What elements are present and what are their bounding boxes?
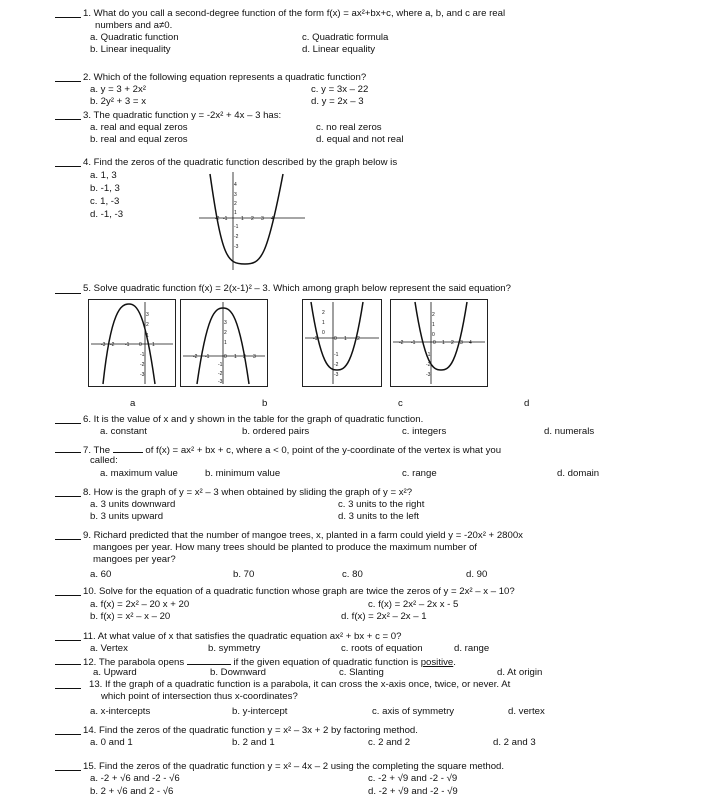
- question-4-stem: 4. Find the zeros of the quadratic function described by the graph below is: [83, 157, 398, 168]
- q5c-y-tick: -3: [334, 372, 339, 378]
- q4-x-tick: -1: [223, 216, 228, 222]
- q5b-x-tick: 3: [253, 354, 256, 360]
- question-14-stem: 14. Find the zeros of the quadratic function y = x² – 3x + 2 by factoring method.: [83, 725, 418, 736]
- q14-option-d: d. 2 and 3: [493, 737, 536, 748]
- q15-option-c: c. -2 + √9 and -2 - √9: [368, 773, 458, 784]
- q5c-parabola: [311, 302, 363, 370]
- q5a-y-tick: -1: [140, 352, 145, 358]
- question-7-stem-cont: called:: [90, 455, 118, 466]
- q4-option-a: a. 1, 3: [90, 170, 117, 181]
- q5b-x-tick: -2: [193, 354, 198, 360]
- answer-blank[interactable]: [55, 81, 81, 82]
- question-11-stem: 11. At what value of x that satisfies the quadratic equation ax² + bx + c = 0?: [83, 631, 402, 642]
- answer-blank[interactable]: [55, 539, 81, 540]
- q5c-x-tick: 0: [334, 336, 337, 342]
- q5d-y-tick: 1: [432, 322, 435, 328]
- answer-blank[interactable]: [55, 640, 81, 641]
- question-3-stem: 3. The quadratic function y = -2x² + 4x – 3 has:: [83, 110, 282, 121]
- q5-graph-c: [302, 299, 382, 387]
- q4-y-tick: -1: [234, 224, 239, 230]
- question-13-stem: 13. If the graph of a quadratic function is a parabola, it can cross the x-axis once, twice, or never. At: [89, 679, 511, 690]
- q3-option-b: b. real and equal zeros: [90, 134, 188, 145]
- q9-option-d: d. 90: [466, 569, 488, 580]
- q4-x-tick: 4: [271, 216, 274, 222]
- q5a-x-tick: -2: [110, 342, 115, 348]
- q5d-y-tick: 0: [432, 332, 435, 338]
- answer-blank[interactable]: [55, 734, 81, 735]
- q5d-y-tick: -3: [426, 372, 431, 378]
- answer-blank[interactable]: [55, 166, 81, 167]
- q7-option-d: d. domain: [557, 468, 600, 479]
- q5d-x-tick: 1: [442, 340, 445, 346]
- question-7-stem-rest: of f(x) = ax² + bx + c, where a < 0, point of the y-coordinate of the vertex is what you: [145, 445, 502, 456]
- q5c-y-tick: 0: [322, 330, 325, 336]
- q5c-y-tick: 1: [322, 320, 325, 326]
- q5a-x-tick: -1: [125, 342, 130, 348]
- q5b-y-tick: -1: [218, 362, 223, 368]
- q12-option-c: c. Slanting: [339, 667, 384, 678]
- q11-option-a: a. Vertex: [90, 643, 128, 654]
- q5-label-d: d: [524, 398, 530, 409]
- q5d-x-tick: -1: [411, 340, 416, 346]
- q4-y-tick: 4: [234, 182, 237, 188]
- q5d-y-tick: 2: [432, 312, 435, 318]
- q8-option-b: b. 3 units upward: [90, 511, 164, 522]
- q5d-x-tick: 2: [451, 340, 454, 346]
- q10-option-a: a. f(x) = 2x² – 20 x + 20: [90, 599, 190, 610]
- answer-blank[interactable]: [55, 496, 81, 497]
- q13-option-a: a. x-intercepts: [90, 706, 151, 717]
- q4-y-tick: -3: [234, 244, 239, 250]
- q5c-y-tick: -1: [334, 352, 339, 358]
- q5b-y-tick: 1: [224, 340, 227, 346]
- q5a-y-tick: -3: [140, 372, 145, 378]
- q13-option-b: b. y-intercept: [232, 706, 288, 717]
- q5d-parabola: [415, 302, 467, 370]
- q7-fill-blank[interactable]: [113, 444, 143, 453]
- q8-option-d: d. 3 units to the left: [338, 511, 420, 522]
- answer-blank[interactable]: [55, 452, 81, 453]
- q2-option-b: b. 2y² + 3 = x: [90, 96, 146, 107]
- q5c-x-tick: -1: [313, 336, 318, 342]
- q6-option-d: d. numerals: [544, 426, 595, 437]
- q2-option-d: d. y = 2x – 3: [311, 96, 364, 107]
- q4-graph: [197, 168, 307, 273]
- q4-x-tick: 2: [251, 216, 254, 222]
- q12-option-b: b. Downward: [210, 667, 266, 678]
- question-8-stem: 8. How is the graph of y = x² – 3 when obtained by sliding the graph of y = x²?: [83, 487, 413, 498]
- q4-x-tick: 3: [261, 216, 264, 222]
- q5d-y-tick: -2: [426, 362, 431, 368]
- q5b-x-tick: 2: [243, 354, 246, 360]
- q1-option-d: d. Linear equality: [302, 44, 376, 55]
- q5d-x-tick: -2: [399, 340, 404, 346]
- q3-option-c: c. no real zeros: [316, 122, 382, 133]
- q4-option-c: c. 1, -3: [90, 196, 120, 207]
- q5a-x-tick: 0: [139, 342, 142, 348]
- answer-blank[interactable]: [55, 688, 81, 689]
- question-10-stem: 10. Solve for the equation of a quadratic function whose graph are twice the zeros of y = 2x² – x – 10?: [83, 586, 515, 597]
- question-12-stem: [83, 656, 456, 668]
- q5a-y-tick: 2: [146, 322, 149, 328]
- q5b-x-tick: -1: [205, 354, 210, 360]
- question-1-stem-cont: numbers and a≠0.: [95, 20, 173, 31]
- question-7-stem: [83, 444, 501, 456]
- q5b-x-tick: 1: [234, 354, 237, 360]
- q9-option-a: a. 60: [90, 569, 112, 580]
- q12-fill-blank[interactable]: [187, 656, 231, 665]
- q3-option-d: d. equal and not real: [316, 134, 404, 145]
- q4-y-tick: 1: [234, 210, 237, 216]
- q11-option-b: b. symmetry: [208, 643, 261, 654]
- q8-option-c: c. 3 units to the right: [338, 499, 425, 510]
- q5a-x-tick: 1: [152, 342, 155, 348]
- q1-option-b: b. Linear inequality: [90, 44, 171, 55]
- q6-option-a: a. constant: [100, 426, 147, 437]
- q1-option-c: c. Quadratic formula: [302, 32, 389, 43]
- question-5-stem: 5. Solve quadratic function f(x) = 2(x-1)² – 3. Which among graph below represent the said equation?: [83, 283, 511, 294]
- question-6-stem: 6. It is the value of x and y shown in the table for the graph of quadratic function.: [83, 414, 424, 425]
- q14-option-c: c. 2 and 2: [368, 737, 411, 748]
- q5c-y-tick: 2: [322, 310, 325, 316]
- question-12-stem-lead: 12. The parabola opens: [83, 657, 185, 668]
- q9-option-b: b. 70: [233, 569, 255, 580]
- q6-option-b: b. ordered pairs: [242, 426, 310, 437]
- q5-graph-a: [88, 299, 176, 387]
- q4-option-d: d. -1, -3: [90, 209, 124, 220]
- q12-option-d: d. At origin: [497, 667, 543, 678]
- question-9-stem-cont2: mangoes per year?: [93, 554, 176, 565]
- q4-x-tick: -2: [215, 216, 220, 222]
- q5d-x-tick: 4: [469, 340, 472, 346]
- q5-label-c: c: [398, 398, 403, 409]
- q5b-x-tick: 0: [224, 354, 227, 360]
- question-7-stem-lead: 7. The: [83, 445, 111, 456]
- q13-option-c: c. axis of symmetry: [372, 706, 455, 717]
- q5c-x-tick: 2: [357, 336, 360, 342]
- answer-blank[interactable]: [55, 119, 81, 120]
- q9-option-c: c. 80: [342, 569, 363, 580]
- q10-option-d: d. f(x) = 2x² – 2x – 1: [341, 611, 427, 622]
- question-15-stem: 15. Find the zeros of the quadratic function y = x² – 4x – 2 using the completing the square method.: [83, 761, 505, 772]
- q3-option-a: a. real and equal zeros: [90, 122, 188, 133]
- q14-option-b: b. 2 and 1: [232, 737, 275, 748]
- q5-label-b: b: [262, 398, 268, 409]
- q10-option-c: c. f(x) = 2x² – 2x x - 5: [368, 599, 459, 610]
- q11-option-c: c. roots of equation: [341, 643, 423, 654]
- q5b-y-tick: 3: [224, 320, 227, 326]
- q5b-y-tick: 2: [224, 330, 227, 336]
- q13-option-d: d. vertex: [508, 706, 545, 717]
- q2-option-a: a. y = 3 + 2x²: [90, 84, 146, 95]
- q14-option-a: a. 0 and 1: [90, 737, 133, 748]
- question-9-stem-cont: mangoes per year. How many trees should be planted to produce the maximum number of: [93, 542, 477, 553]
- q5a-y-tick: -2: [140, 362, 145, 368]
- q15-option-a: a. -2 + √6 and -2 - √6: [90, 773, 180, 784]
- q5c-x-tick: 1: [344, 336, 347, 342]
- q5d-y-tick: -1: [426, 352, 431, 358]
- q15-option-b: b. 2 + √6 and 2 - √6: [90, 786, 174, 797]
- q11-option-d: d. range: [454, 643, 490, 654]
- q5d-x-tick: 0: [433, 340, 436, 346]
- q5a-y-tick: 3: [146, 312, 149, 318]
- q12-option-a: a. Upward: [93, 667, 137, 678]
- q7-option-b: b. minimum value: [205, 468, 281, 479]
- q4-y-tick: -2: [234, 234, 239, 240]
- q4-x-tick: 1: [241, 216, 244, 222]
- q5d-x-tick: 3: [460, 340, 463, 346]
- q5-graph-b: [180, 299, 268, 387]
- q5b-y-tick: -2: [218, 371, 223, 377]
- q4-y-tick: 2: [234, 201, 237, 207]
- q7-option-a: a. maximum value: [100, 468, 178, 479]
- question-9-stem: 9. Richard predicted that the number of mangoe trees, x, planted in a farm could yield y = -20x² + 2800x: [83, 530, 523, 541]
- q10-option-b: b. f(x) = x² – x – 20: [90, 611, 171, 622]
- answer-blank[interactable]: [55, 293, 81, 294]
- answer-blank[interactable]: [55, 423, 81, 424]
- q5a-y-tick: 1: [146, 333, 149, 339]
- answer-blank[interactable]: [55, 595, 81, 596]
- q8-option-a: a. 3 units downward: [90, 499, 176, 510]
- q5b-y-tick: -3: [218, 379, 223, 385]
- q7-option-c: c. range: [402, 468, 437, 479]
- q5a-x-tick: -3: [101, 342, 106, 348]
- question-1-stem: 1. What do you call a second-degree function of the form f(x) = ax²+bx+c, where a, b, and c are real: [83, 8, 506, 19]
- q4-y-tick: 3: [234, 192, 237, 198]
- q1-option-a: a. Quadratic function: [90, 32, 179, 43]
- q5c-y-tick: -2: [334, 362, 339, 368]
- q6-option-c: c. integers: [402, 426, 447, 437]
- q5-graph-d: [390, 299, 488, 387]
- q4-option-b: b. -1, 3: [90, 183, 120, 194]
- answer-blank[interactable]: [55, 17, 81, 18]
- q15-option-d: d. -2 + √9 and -2 - √9: [368, 786, 458, 797]
- question-13-stem-cont: which point of intersection thus x-coordinates?: [101, 691, 298, 702]
- q2-option-c: c. y = 3x – 22: [311, 84, 369, 95]
- question-2-stem: 2. Which of the following equation represents a quadratic function?: [83, 72, 367, 83]
- q5-label-a: a: [130, 398, 136, 409]
- answer-blank[interactable]: [55, 770, 81, 771]
- question-12-stem-rest: if the given equation of quadratic function is positive.: [233, 657, 456, 668]
- answer-blank[interactable]: [55, 664, 81, 665]
